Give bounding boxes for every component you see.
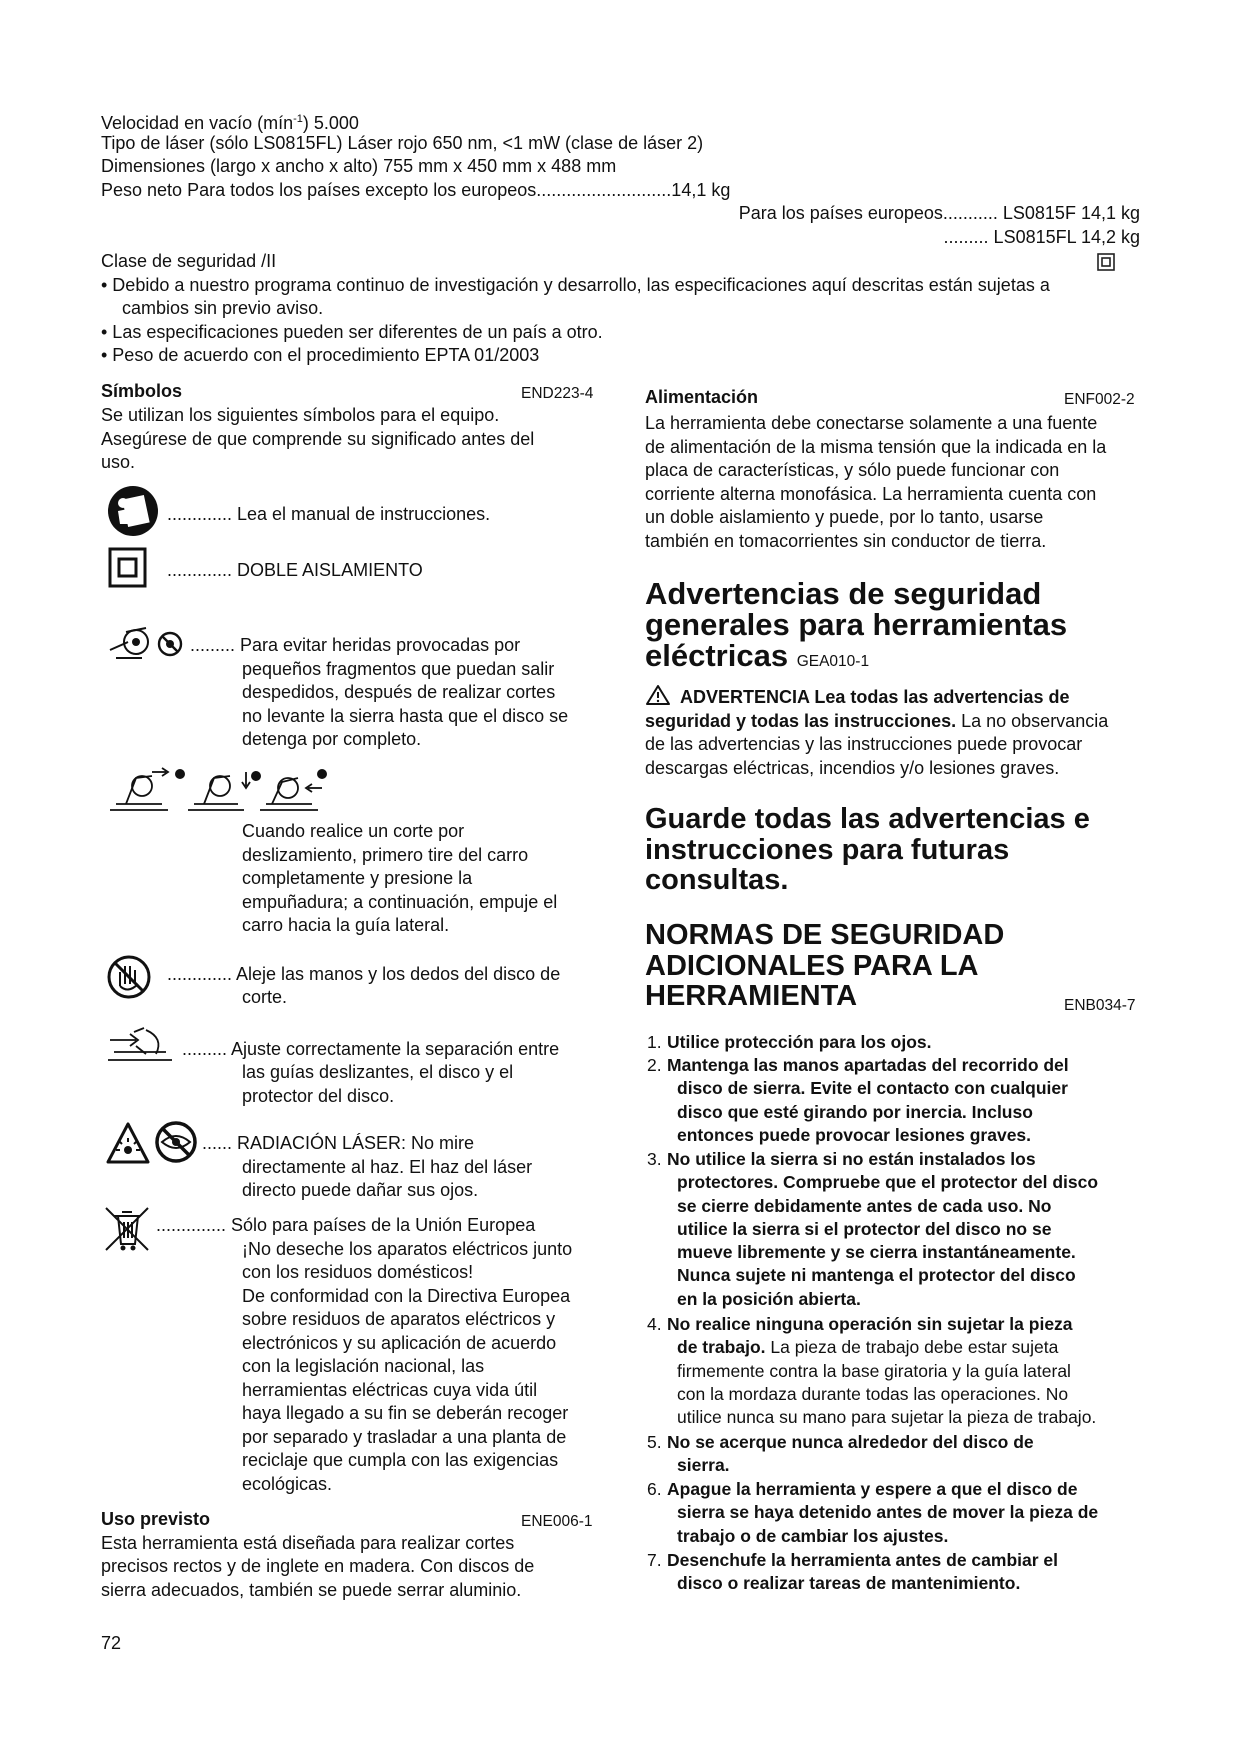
symbol-3-line: despedidos, después de realizar cortes xyxy=(242,682,556,702)
slide-cut-icon xyxy=(108,764,338,814)
symbol-6-text: ......... Ajuste correctamente la separación entre xyxy=(182,1039,560,1059)
rule-item: 5. No se acerque nunca alrededor del disco de sierra. xyxy=(647,1432,1034,1476)
symbol-7-text: ...... RADIACIÓN LÁSER: No mire xyxy=(202,1133,475,1153)
power-line: corriente alterna monofásica. La herramienta cuenta con xyxy=(645,484,1097,504)
symbol-8-line: ecológicas. xyxy=(242,1474,333,1494)
power-line: un doble aislamiento y puede, por lo tanto, usarse xyxy=(645,507,1044,527)
power-line: también en tomacorrientes sin conductor de tierra. xyxy=(645,531,1047,551)
intended-use-title: Uso previsto xyxy=(101,1509,211,1529)
power-line: La herramienta debe conectarse solamente a una fuente xyxy=(645,413,1098,433)
spec-note-3: • Peso de acuerdo con el procedimiento EPTA 01/2003 xyxy=(101,345,540,365)
heading-line: HERRAMIENTA xyxy=(645,980,858,1012)
symbol-4-line: empuñadura; a continuación, empuje el xyxy=(242,892,558,912)
warning-text: ADVERTENCIA Lea todas las advertencias de xyxy=(680,687,1070,707)
heading-line: NORMAS DE SEGURIDAD xyxy=(645,919,1005,951)
warning-text: seguridad y todas las instrucciones. La no observancia xyxy=(645,711,1109,731)
rule-item: 6. Apague la herramienta y espere a que el disco de sierra se haya detenido antes de mover la pieza de trabajo o de cambiar los ajustes. xyxy=(647,1479,1099,1546)
spec-weight-eu: Para los países europeos........... LS0815F 14,1 kg xyxy=(738,203,1140,223)
symbol-8-line: electrónicos y su aplicación de acuerdo xyxy=(242,1333,557,1353)
power-line: de alimentación de la misma tensión que la indicada en la xyxy=(645,437,1107,457)
warning-text: de las advertencias y las instrucciones puede provocar xyxy=(645,734,1083,754)
manual-icon xyxy=(106,484,160,538)
spec-weight-eu-fl: ......... LS0815FL 14,2 kg xyxy=(943,227,1140,247)
symbol-2-text: ............. DOBLE AISLAMIENTO xyxy=(167,560,423,580)
rule-item: 3. No utilice la sierra si no están instalados los protectores. Compruebe que el protector del disco se cierre debidamente antes de cada uso. No utilice la sierra si el protector del disco no se mueve libremente y se cierra instantáneamente. Nunca sujete ni mantenga el protector del disco en la posición abierta. xyxy=(647,1149,1099,1309)
symbol-4-line: completamente y presione la xyxy=(242,868,473,888)
heading-line: generales para herramientas xyxy=(645,607,1068,642)
symbols-code: END223-4 xyxy=(521,385,594,402)
symbol-3-line: detenga por completo. xyxy=(242,729,422,749)
heading-line: eléctricas xyxy=(645,638,789,673)
symbols-title: Símbolos xyxy=(101,381,183,401)
symbol-8-line: ¡No deseche los aparatos eléctricos junto xyxy=(242,1239,573,1259)
warning-triangle-icon xyxy=(645,684,671,706)
spec-speed: Velocidad en vacío (mín$^{-1}$) 5.000 xyxy=(101,113,359,133)
symbols-intro-2-cont: uso. xyxy=(101,452,136,472)
symbols-intro-2: Asegúrese de que comprende su significado antes del xyxy=(101,429,535,449)
flying-debris-icon xyxy=(106,624,186,664)
power-title: Alimentación xyxy=(645,387,759,407)
rules-code: ENB034-7 xyxy=(1064,997,1136,1014)
symbol-7-line: directo puede dañar sus ojos. xyxy=(242,1180,479,1200)
intended-use-line: sierra adecuados, también se puede serrar aluminio. xyxy=(101,1580,522,1600)
power-code: ENF002-2 xyxy=(1064,391,1135,408)
rule-item: 2. Mantenga las manos apartadas del recorrido del disco de sierra. Evite el contacto con cualquier disco que esté girando por inercia. Incluso entonces puede provocar lesiones graves. xyxy=(647,1055,1069,1145)
no-hands-icon xyxy=(106,954,152,1000)
rule-item: 7. Desenchufe la herramienta antes de cambiar el disco o realizar tareas de mantenimiento. xyxy=(647,1550,1058,1594)
double-insulation-icon xyxy=(1097,253,1115,271)
rule-item: 1. Utilice protección para los ojos. xyxy=(647,1032,932,1052)
symbol-4-line: Cuando realice un corte por xyxy=(242,821,465,841)
general-warnings-heading xyxy=(645,578,1067,677)
symbol-5-line: corte. xyxy=(242,987,288,1007)
heading-line: Guarde todas las advertencias e xyxy=(645,803,1090,835)
symbol-8-text: .............. Sólo para países de la Unión Europea xyxy=(156,1215,536,1235)
symbol-1-text: ............. Lea el manual de instrucciones. xyxy=(167,504,491,524)
spec-note-1: • Debido a nuestro programa continuo de investigación y desarrollo, las especificaciones aquí descritas están sujetas a xyxy=(101,275,1050,295)
symbol-8-line: con la legislación nacional, las xyxy=(242,1356,485,1376)
symbol-3-text: ......... Para evitar heridas provocadas por xyxy=(190,635,521,655)
symbol-8-line: por separado y trasladar a una planta de xyxy=(242,1427,567,1447)
heading-line: ADICIONALES PARA LA xyxy=(645,949,979,982)
symbol-5-text: ............. Aleje las manos y los dedos del disco de xyxy=(167,964,561,984)
symbol-8-line: con los residuos domésticos! xyxy=(242,1262,474,1282)
heading-line: consultas. xyxy=(645,864,789,896)
intended-use-code: ENE006-1 xyxy=(521,1513,593,1530)
spec-dimensions: Dimensiones (largo x ancho x alto) 755 mm x 450 mm x 488 mm xyxy=(101,156,617,176)
rule-item: 4. No realice ninguna operación sin sujetar la pieza de trabajo. La pieza de trabajo debe estar sujeta firmemente contra la base giratoria y la guía lateral con la mordaza durante todas las operaciones. No utilice nunca su mano para sujetar la pieza de trabajo. xyxy=(647,1314,1097,1428)
spec-safety-class: Clase de seguridad /II xyxy=(101,251,277,271)
symbol-8-line: herramientas eléctricas cuya vida útil xyxy=(242,1380,538,1400)
symbol-8-line: sobre residuos de aparatos eléctricos y xyxy=(242,1309,556,1329)
power-line: placa de características, y sólo puede funcionar con xyxy=(645,460,1060,480)
symbol-8-line: haya llegado a su fin se deberán recoger xyxy=(242,1403,569,1423)
symbol-4-line: carro hacia la guía lateral. xyxy=(242,915,450,935)
spec-note-1-cont: cambios sin previo aviso. xyxy=(122,298,324,318)
warning-text: descargas eléctricas, incendios y/o lesiones graves. xyxy=(645,758,1060,778)
laser-warning-icon xyxy=(106,1120,202,1168)
double-insulation-icon xyxy=(108,547,148,589)
heading-line: Advertencias de seguridad xyxy=(645,576,1042,611)
symbol-6-line: protector del disco. xyxy=(242,1086,395,1106)
spec-laser: Tipo de láser (sólo LS0815FL) Láser rojo 650 nm, <1 mW (clase de láser 2) xyxy=(101,133,704,153)
rules-heading xyxy=(645,920,1004,1012)
gap-adjust-icon xyxy=(106,1026,176,1066)
symbols-intro-1: Se utilizan los siguientes símbolos para el equipo. xyxy=(101,405,500,425)
symbol-4-line: deslizamiento, primero tire del carro xyxy=(242,845,529,865)
general-warnings-code: GEA010-1 xyxy=(796,653,870,670)
intended-use-line: Esta herramienta está diseñada para realizar cortes xyxy=(101,1533,515,1553)
symbol-7-line: directamente al haz. El haz del láser xyxy=(242,1157,533,1177)
symbol-6-line: las guías deslizantes, el disco y el xyxy=(242,1062,514,1082)
heading-line: instrucciones para futuras xyxy=(645,833,1010,866)
spec-note-2: • Las especificaciones pueden ser diferentes de un país a otro. xyxy=(101,322,603,342)
weee-bin-icon xyxy=(102,1204,152,1254)
symbol-3-line: no levante la sierra hasta que el disco se xyxy=(242,706,569,726)
keep-warnings-heading xyxy=(645,804,1090,896)
symbol-8-line: reciclaje que cumpla con las exigencias xyxy=(242,1450,559,1470)
symbol-8-line: De conformidad con la Directiva Europea xyxy=(242,1286,571,1306)
page-number: 72 xyxy=(101,1633,122,1653)
spec-weight: Peso neto Para todos los países excepto los europeos...........................14,1 kg xyxy=(101,180,731,200)
symbol-3-line: pequeños fragmentos que puedan salir xyxy=(242,659,555,679)
intended-use-line: precisos rectos y de inglete en madera. Con discos de xyxy=(101,1556,535,1576)
